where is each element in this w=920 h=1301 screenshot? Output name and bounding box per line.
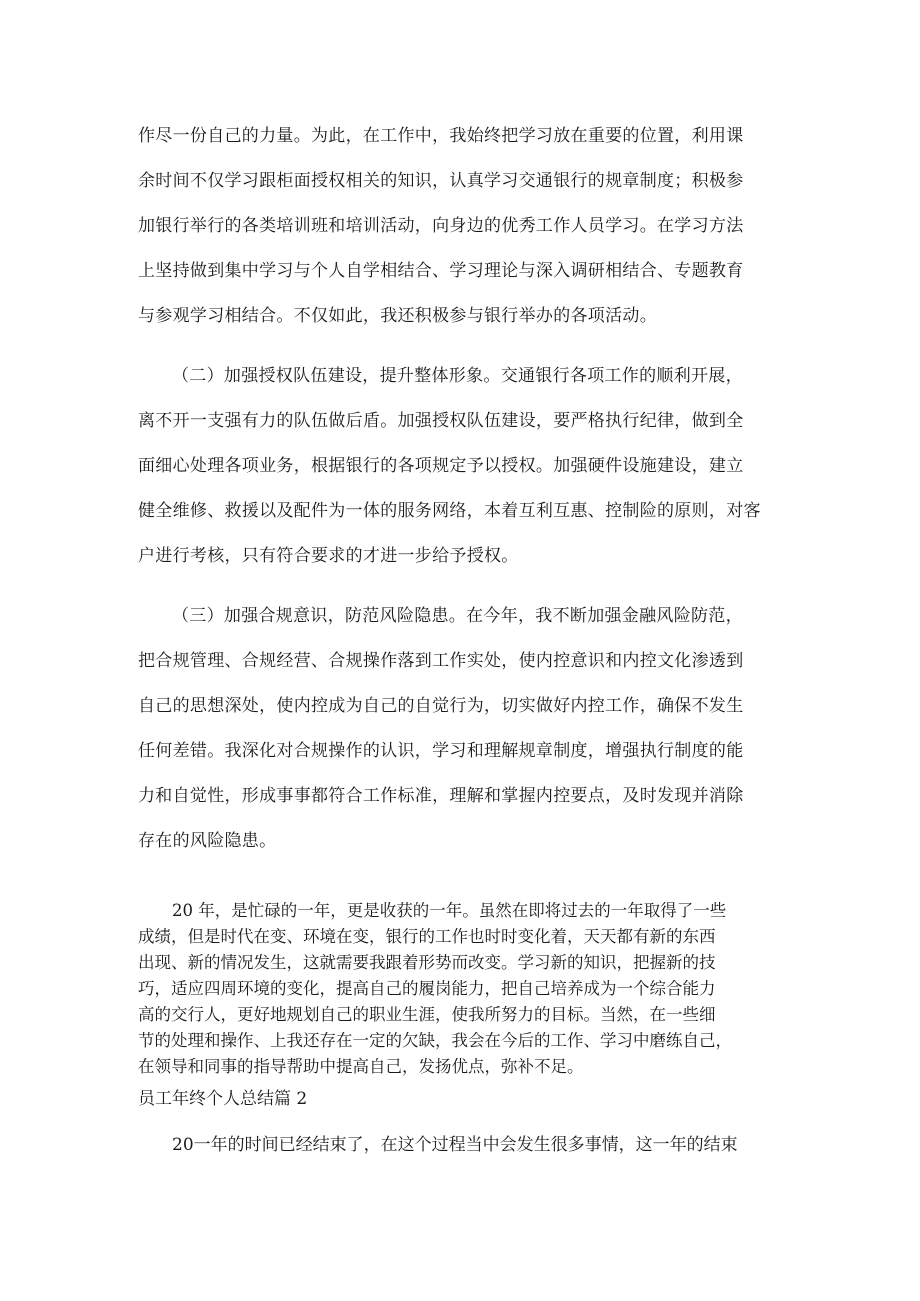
section-heading: 员工年终个人总结篇 2 (138, 1089, 308, 1109)
text-line: 健全维修、救援以及配件为一体的服务网络，本着互利互惠、控制险的原则，对客 (138, 501, 761, 521)
text-line: 20 年，是忙碌的一年，更是收获的一年。虽然在即将过去的一年取得了一些 (172, 901, 727, 920)
text-line: 户进行考核，只有符合要求的才进一步给予授权。 (138, 546, 519, 566)
text-line: 自己的思想深处，使内控成为自己的自觉行为，切实做好内控工作，确保不发生 (138, 696, 744, 716)
paragraph-compliance (138, 594, 788, 864)
text-line: 成绩，但是时代在变、环境在变，银行的工作也时时变化着，天天都有新的东西 (138, 927, 716, 946)
paragraph-next-section (138, 1132, 798, 1158)
text-line: 离不开一支强有力的队伍做后盾。加强授权队伍建设，要严格执行纪律，做到全 (138, 411, 744, 431)
text-line: 高的交行人，更好地规划自己的职业生涯，使我所努力的目标。当然，在一些细 (138, 1005, 716, 1024)
text-line: 20一年的时间已经结束了，在这个过程当中会发生很多事情，这一年的结束 (172, 1135, 738, 1155)
text-line: 在领导和同事的指导帮助中提高自己，发扬优点，弥补不足。 (138, 1057, 584, 1076)
text-line: 与参观学习相结合。不仅如此，我还积极参与银行举办的各项活动。 (138, 306, 657, 326)
text-line: 节的处理和操作、上我还存在一定的欠缺，我会在今后的工作、学习中磨练自己， (138, 1031, 732, 1050)
text-line: 力和自觉性，形成事事都符合工作标准，理解和掌握内控要点，及时发现并消除 (138, 786, 744, 806)
paragraph-team-building (138, 354, 788, 579)
text-line: 巧，适应四周环境的变化，提高自己的履岗能力，把自己培养成为一个综合能力 (138, 979, 716, 998)
text-line: 加银行举行的各类培训班和培训活动，向身边的优秀工作人员学习。在学习方法 (138, 216, 744, 236)
text-line: 上坚持做到集中学习与个人自学相结合、学习理论与深入调研相结合、专题教育 (138, 261, 744, 281)
text-line: 出现、新的情况发生，这就需要我跟着形势而改变。学习新的知识，把握新的技 (138, 953, 716, 972)
paragraph-year-summary (138, 898, 798, 1080)
text-line: （三）加强合规意识，防范风险隐患。在今年，我不断加强金融风险防范， (172, 606, 743, 626)
text-line: （二）加强授权队伍建设，提升整体形象。交通银行各项工作的顺利开展， (172, 366, 743, 386)
text-line: 存在的风险隐患。 (138, 831, 277, 851)
paragraph-study (138, 114, 788, 339)
text-line: 作尽一份自己的力量。为此，在工作中，我始终把学习放在重要的位置，利用课 (138, 126, 744, 146)
text-line: 任何差错。我深化对合规操作的认识，学习和理解规章制度，增强执行制度的能 (138, 741, 744, 761)
text-line: 余时间不仅学习跟柜面授权相关的知识，认真学习交通银行的规章制度；积极参 (138, 171, 744, 191)
text-line: 把合规管理、合规经营、合规操作落到工作实处，使内控意识和内控文化渗透到 (138, 651, 744, 671)
text-line: 面细心处理各项业务，根据银行的各项规定予以授权。加强硬件设施建设，建立 (138, 456, 744, 476)
